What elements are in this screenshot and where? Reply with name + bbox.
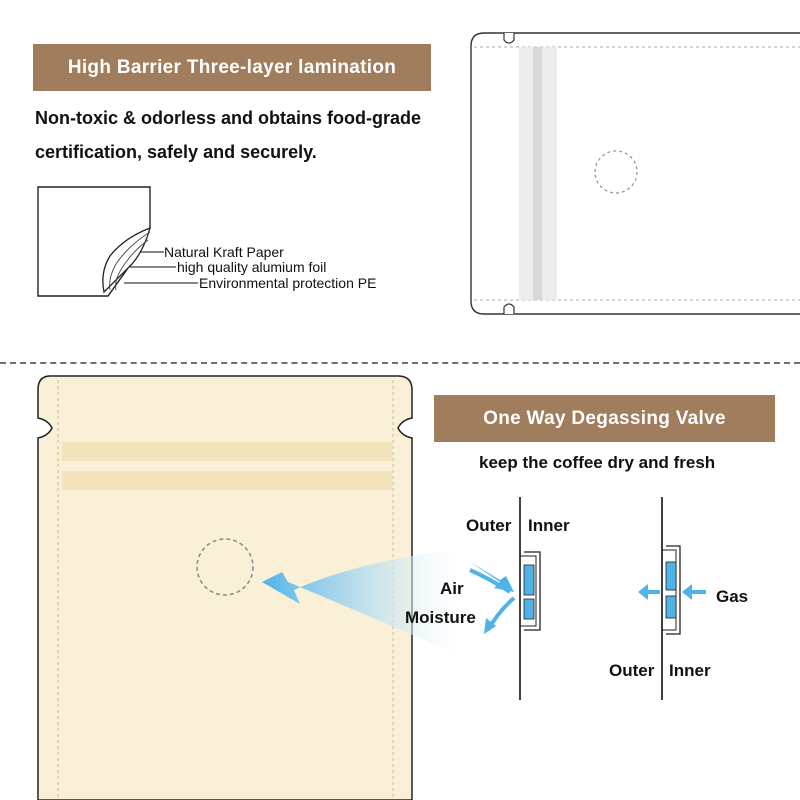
layer-label-pe: Environmental protection PE (199, 275, 377, 291)
right-valve-outer-label: Outer (609, 661, 655, 680)
lamination-description-line2: certification, safely and securely. (35, 142, 317, 162)
lamination-banner: High Barrier Three-layer lamination (33, 44, 431, 91)
right-valve-inner-label: Inner (669, 661, 711, 680)
valve-banner: One Way Degassing Valve (434, 395, 775, 442)
lamination-description-line1: Non-toxic & odorless and obtains food-grade (35, 108, 422, 128)
gas-label: Gas (716, 587, 749, 606)
layer-label-kraft: Natural Kraft Paper (164, 244, 284, 260)
moisture-label: Moisture (405, 608, 476, 627)
air-label: Air (440, 579, 464, 598)
layer-label-foil: high quality alumium foil (177, 259, 327, 275)
left-valve-inner-label: Inner (528, 516, 570, 535)
valve-subtitle: keep the coffee dry and fresh (479, 453, 716, 472)
left-valve-outer-label: Outer (466, 516, 512, 535)
